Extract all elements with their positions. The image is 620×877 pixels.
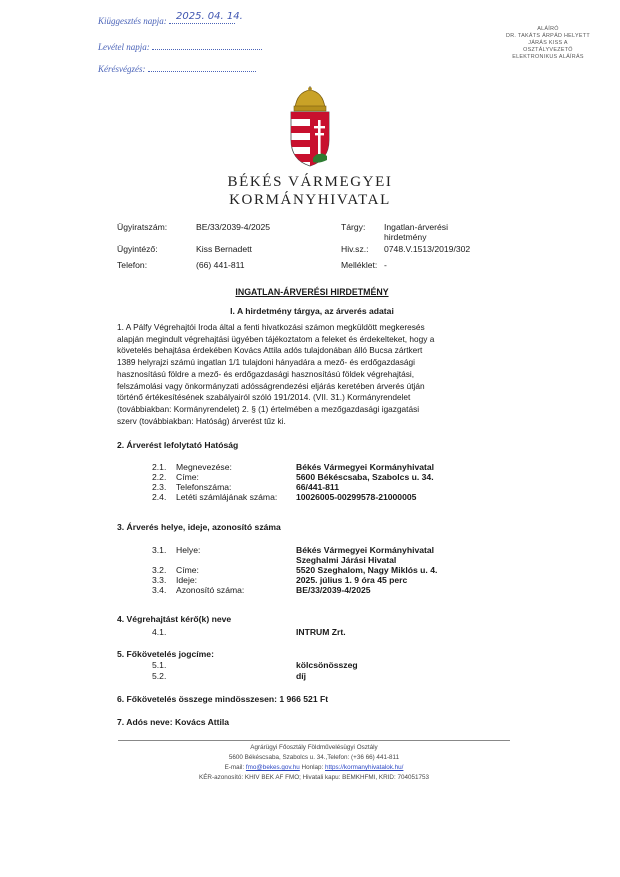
claim-type: kölcsönösszeg [296, 660, 358, 670]
reference-label: Hiv.sz.: [341, 244, 369, 254]
row-label: Letéti számlájának száma: [176, 492, 278, 502]
row-value: Békés Vármegyei Kormányhivatal [296, 545, 435, 555]
phone-label: Telefon: [117, 260, 148, 270]
section4-number: 4.1. [152, 627, 167, 637]
claim-type: díj [296, 671, 307, 681]
posting-date-label: Kiüggesztés napja: [98, 16, 167, 26]
case-number: BE/33/2039-4/2025 [196, 222, 271, 232]
signer-stamp-line: OSZTÁLYVEZETŐ [523, 47, 573, 54]
web-label: Honlap: [299, 764, 326, 771]
row-label: Címe: [176, 472, 199, 482]
case-number-label: Ügyiratszám: [117, 222, 168, 232]
row-value: Szeghalmi Járási Hivatal [296, 555, 397, 565]
row-label: Címe: [176, 565, 199, 575]
clerk-label: Ügyintéző: [117, 244, 158, 254]
paragraph-line: szerv (továbbiakban: Hatóság) árverést tűz ki. [117, 415, 286, 426]
row-number: 2.3. [152, 482, 167, 492]
document-title: INGATLAN-ÁRVERÉSI HIRDETMÉNY [235, 287, 389, 297]
clerk-name: Kiss Bernadett [196, 244, 252, 254]
section1-title: I. A hirdetmény tárgya, az árverés adatai [230, 306, 394, 316]
agency-name-line1: BÉKÉS VÁRMEGYEI [227, 174, 393, 190]
table-row [152, 565, 512, 575]
agency-name [160, 174, 460, 209]
paragraph-line: 1. A Pálfy Végrehajtói Iroda által a fenti hivatkozási számon megküldött megkeresés [117, 322, 425, 332]
row-number: 2.4. [152, 492, 167, 502]
row-number: 3.1. [152, 545, 167, 555]
subject-line1: Ingatlan-árverési [384, 222, 449, 232]
section3-table [152, 545, 512, 595]
paragraph-line: (továbbiakban: Kormányrendelet) 2. § (1) értelmében a mezőgazdasági igazgatási [117, 403, 420, 414]
coat-of-arms-icon [283, 86, 337, 168]
row-number: 3.4. [152, 585, 167, 595]
row-number: 3.3. [152, 575, 167, 585]
signer-stamp-line: JÁRÁS KISS A [528, 40, 568, 47]
section7-debtor: 7. Adós neve: Kovács Attila [117, 717, 230, 727]
attachment-value: - [384, 260, 387, 270]
handwritten-date: 2025. 04. 14. [176, 11, 243, 22]
row-number: 3.2. [152, 565, 167, 575]
paragraph-line: hasznosítású földre a mező- és erdőgazdasági hasznosítású földek végrehajtási, [117, 368, 415, 379]
row-value: 5600 Békéscsaba, Szabolcs u. 34. [296, 472, 434, 482]
section5-number: 5.1. [152, 660, 167, 670]
table-row [152, 555, 512, 565]
paragraph-line: alapján megindult végrehajtási ügyében tájékoztatom a feleket és érdekelteket, hogy a [117, 333, 435, 344]
row-value: 66/441-811 [296, 482, 340, 492]
row-label: Ideje: [176, 575, 198, 585]
paragraph-line: 1389 helyrajzi számú ingatlan 1/1 tulajdoni hányadára a mező- és erdőgazdasági [117, 357, 415, 368]
row-value: 10026005-00299578-21000005 [296, 492, 417, 502]
row-label: Azonosító száma: [176, 585, 245, 595]
table-row [152, 545, 512, 555]
paragraph-line: felszámolási vagy önkormányzati adósságrendezési eljárás keretében árverés útján [117, 380, 425, 391]
signer-stamp-line: ELEKTRONIKUS ALÁÍRÁS [512, 54, 584, 61]
subject-line2: hirdetmény [384, 232, 427, 242]
removal-date-label: Levétel napja: [98, 42, 150, 52]
removal-date-line [98, 42, 262, 52]
row-value: 5520 Szeghalom, Nagy Miklós u. 4. [296, 565, 438, 575]
signer-stamp [498, 26, 598, 61]
row-number: 2.2. [152, 472, 167, 482]
row-label: Telefonszáma: [176, 482, 232, 492]
paragraph-line: követelés behajtása érdekében Kovács Attila adós tulajdonában álló Bucsa zártkert [117, 345, 423, 356]
section2-table [152, 462, 512, 502]
attachment-label: Melléklet: [341, 260, 378, 270]
table-row [152, 482, 512, 492]
footer [118, 743, 510, 783]
section2-title: 2. Árverést lefolytató Hatóság [117, 440, 239, 450]
subject-label: Tárgy: [341, 222, 366, 232]
table-row [152, 472, 512, 482]
footer-contact [118, 763, 510, 773]
section5-title: 5. Főkövetelés jogcíme: [117, 649, 214, 659]
row-number: 2.1. [152, 462, 167, 472]
section4-title: 4. Végrehajtást kérő(k) neve [117, 614, 232, 624]
row-value: BE/33/2039-4/2025 [296, 585, 371, 595]
section3-title: 3. Árverés helye, ideje, azonosító száma [117, 522, 281, 532]
email-label: E-mail: [224, 764, 246, 771]
agency-name-line2: KORMÁNYHIVATAL [229, 192, 391, 208]
footer-address: 5600 Békéscsaba, Szabolcs u. 34.,Telefon: (+36 66) 441-811 [228, 754, 400, 761]
website-link[interactable]: https://kormanyhivatalok.hu/ [325, 764, 404, 771]
intro-paragraph [117, 322, 507, 427]
section5-number: 5.2. [152, 671, 167, 681]
signer-stamp-line: DR. TAKÁTS ÁRPÁD HELYETT [506, 33, 590, 40]
reference-number: 0748.V.1513/2019/302 [384, 244, 471, 254]
request-line [98, 64, 256, 74]
phone-number: (66) 441-811 [196, 260, 245, 270]
footer-ids: KÉR-azonosító: KHIV BEK AF FMO; Hivatali kapu: BEMKHFMI, KRID: 704051753 [199, 774, 429, 781]
row-label: Megnevezése: [176, 462, 232, 472]
section6-total: 6. Főkövetelés összege mindösszesen: 1 966 521 Ft [117, 694, 329, 704]
signer-stamp-line: ALÁÍRÓ [537, 26, 559, 32]
email-link[interactable]: fmo@bekes.gov.hu [245, 764, 300, 771]
row-value: 2025. július 1. 9 óra 45 perc [296, 575, 408, 585]
request-label: Kérésvégzés: [98, 64, 146, 74]
row-label: Helye: [176, 545, 201, 555]
row-value: Békés Vármegyei Kormányhivatal [296, 462, 435, 472]
table-row [152, 462, 512, 472]
table-row [152, 492, 512, 502]
table-row [152, 575, 512, 585]
creditor-name: INTRUM Zrt. [296, 627, 346, 637]
paragraph-line: történő értékesítésének szabályairól szóló 191/2014. (VII. 31.) Kormányrendelet [117, 392, 411, 403]
footer-divider [118, 740, 510, 741]
footer-department: Agrárügyi Főosztály Földművelésügyi Osztály [250, 744, 378, 751]
table-row [152, 585, 512, 595]
